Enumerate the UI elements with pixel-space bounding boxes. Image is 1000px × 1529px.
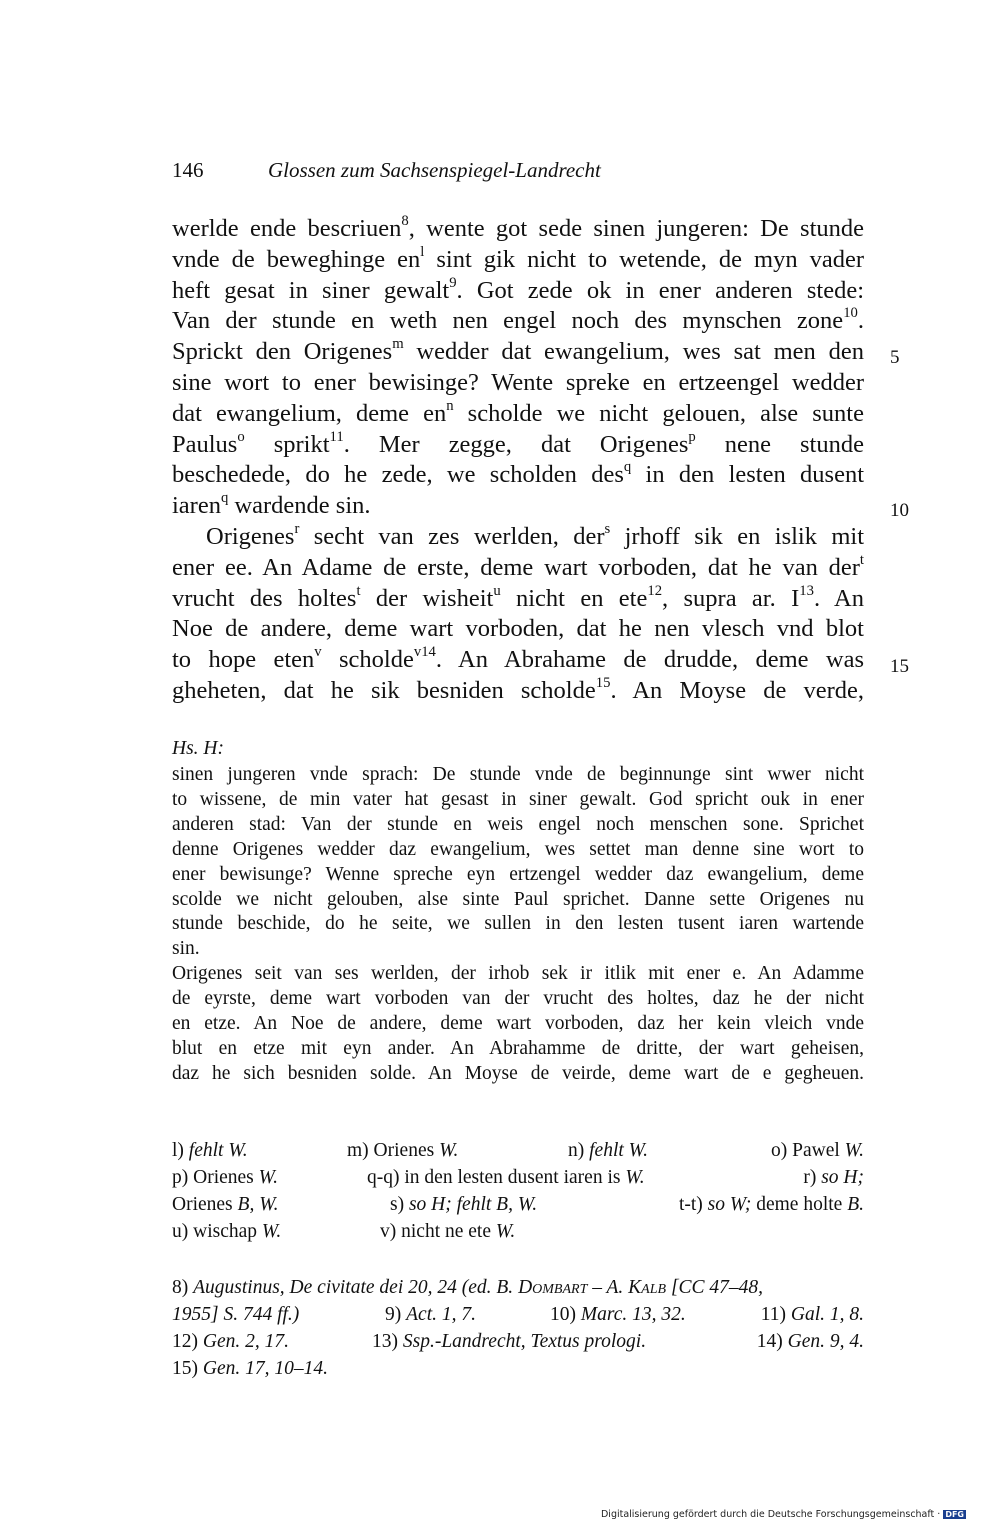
footnote-14: 14) Gen. 9, 4. [756,1331,864,1352]
variant-line: stunde beschide, do he seite, we sullen in den lesten tusent iaren wartende [172,913,864,935]
text-line-1: werlde ende bescriuen$^8$, wente got sede sinen jungeren: De stunde [172,212,865,242]
variant-line: ener bewisunge? Wenne spreche eyn ertzengel wedder daz ewangelium, deme [172,863,864,885]
line-number-15: 15 [890,656,909,677]
apparatus-ref: n [446,397,454,414]
footnote-ref: 8 [401,212,409,229]
dfg-logo-icon: DFG [945,1510,964,1519]
footnote-ref: 12 [647,582,663,599]
footnote-ref: 15 [595,674,611,691]
text-line-15: to hope eten$^v$ scholde$^{v14}$. An Abrahame de drudde, deme was [172,644,865,674]
footnote-11: 11) Gal. 1, 8. [760,1304,864,1325]
footnote-8-cont: 1955] S. 744 ff.) [172,1304,300,1325]
footnote-ref: v14 [413,644,436,661]
apparatus-ref: q [623,459,632,476]
apparatus-entry-o: o) Pawel W. [771,1140,864,1161]
apparatus-row [172,1191,864,1218]
apparatus-entry-m: m) Orienes W. [347,1140,459,1161]
apparatus-entry-l: l) fehlt W. [172,1140,248,1161]
apparatus-ref: s [604,520,611,537]
apparatus-row [172,1218,864,1245]
text-line-7: dat ewangelium, deme $en^n$ scholde we nicht gelouen, alse sunte [172,397,864,427]
main-text [172,214,864,707]
text-line-14: Noe de andere, deme wart vorboden, dat he nen vlesch vnd blot [172,615,864,643]
apparatus-ref: t [356,582,361,599]
digitization-credit [601,1509,966,1520]
text-line-4: Van der stunde en weth nen engel noch des mynschen zone$^{10}$. [172,305,864,335]
apparatus-entry-s: s) so H; fehlt B, W. [390,1194,538,1215]
text-line-3: heft gesat in siner gewalt$^9$. Got zede ok in ener anderen stede: [172,274,865,304]
footnote-row [172,1301,864,1328]
variant-line: sin. [172,938,200,960]
variant-text [172,763,864,1087]
text-line-9: beschedede, do he zede, we scholden des$^q$ in den lesten dusent [172,459,865,489]
footnote-13: 13) Ssp.-Landrecht, Textus prologi. [372,1331,647,1352]
variant-line: Origenes seit van ses werlden, der irhob sek ir itlik mit ener e. An Adamme [172,963,864,985]
text-line-16: gheheten, dat he sik besniden scholde$^{15}$. An Moyse de verde, [172,674,864,704]
apparatus-row [172,1137,864,1164]
footnote-row [172,1328,864,1355]
apparatus-ref: r [294,520,300,537]
line-number-5: 5 [890,347,900,368]
variant-line: en etze. An Noe de andere, deme wart vorboden, daz her kein vleich vnde [172,1013,864,1035]
variant-line: de eyrste, deme wart vorboden van der vrucht des holtes, daz he der nicht [172,988,864,1010]
apparatus-entry-tt: t-t) so W; deme holte B. [678,1194,864,1215]
footnote-ref: 9 [449,274,457,291]
footnote-15: 15) Gen. 17, 10–14. [172,1358,328,1379]
apparatus-entry-qq: q-q) in den lesten dusent iaren is W. [367,1167,645,1188]
credit-text: Digitalisierung gefördert durch die Deutsche Forschungsgemeinschaft · [600,1509,941,1520]
variant-line: to wissene, de min vater hat gesast in siner gewalt. God spricht ouk in ener [172,788,864,810]
footnote-ref: 10 [843,305,858,322]
apparatus-entry-u: u) wischap W. [172,1221,282,1242]
footnote-ref: 13 [799,582,814,599]
apparatus-ref: q [220,490,229,507]
footnote-9: 9) Act. 1, 7. [385,1304,476,1325]
text-line-10: iaren$^q$ wardende sin. [172,490,371,520]
text-line-13: vrucht des holtes$^t$ der wisheit$^u$ nicht en ete$^{12}$, supra ar. $I^{13}$. An [172,582,864,612]
variant-line: daz he sich besniden solde. An Moyse de veirde, deme wart de e gegheuen. [172,1062,864,1084]
running-title: Glossen zum Sachsenspiegel-Landrecht [268,158,601,182]
apparatus-ref: m [392,336,404,353]
apparatus-entry-r-cont: Orienes B, W. [172,1194,279,1215]
footnote-row [172,1274,864,1301]
critical-apparatus [172,1137,864,1245]
footnote-8: 8) Augustinus, De civitate dei 20, 24 (ed. B. Dombart – A. Kalb [CC 47–48, [172,1277,764,1298]
apparatus-row [172,1164,864,1191]
footnote-row [172,1355,864,1382]
variant-line: denne Origenes wedder daz ewangelium, wes settet man denne sine wort to [172,838,864,860]
footnote-10: 10) Marc. 13, 32. [550,1304,686,1325]
apparatus-ref: o [237,428,245,445]
variant-heading: Hs. H: [172,738,224,759]
line-number-10: 10 [890,500,909,521]
text-line-5: Sprickt den Origenes$^m$ wedder dat ewangelium, wes sat men den [172,336,864,366]
apparatus-entry-r: r) so H; [803,1167,864,1188]
apparatus-ref: p [688,428,696,445]
variant-line: sinen jungeren vnde sprach: De stunde vnde de beginnunge sint wwer nicht [172,764,864,785]
apparatus-entry-v: v) nicht ne ete W. [380,1221,516,1242]
page-number: 146 [172,158,204,182]
variant-line: blut en etze mit eyn ander. An Abrahamme de dritte, der wart geheisen, [172,1037,864,1059]
apparatus-ref: v [314,644,322,661]
apparatus-entry-n: n) fehlt W. [568,1140,648,1161]
apparatus-entry-p: p) Orienes W. [172,1167,278,1188]
apparatus-ref: l [420,243,425,260]
text-line-2: vnde de beweghinge $en^l$ sint gik nicht to wetende, de myn vader [172,243,864,273]
text-line-11: Origenes$^r$ secht van zes werlden, der$^s$ jrhoff sik en islik mit [206,520,865,550]
footnote-ref: 11 [329,428,344,445]
text-line-8: Paulus$^o$ sprikt$^{11}$. Mer zegge, dat Origenes$^p$ nene stunde [172,428,864,458]
text-line-6: sine wort to ener bewisinge? Wente spreke en ertzeengel wedder [172,368,864,396]
variant-line: scolde we nicht gelouben, alse sinte Paul sprichet. Danne sette Origenes nu [172,888,864,910]
footnotes [172,1274,864,1382]
variant-line: anderen stad: Van der stunde en weis engel noch menschen sone. Sprichet [172,813,864,835]
apparatus-ref: u [493,582,501,599]
text-line-12: ener ee. An Adame de erste, deme wart vorboden, dat he van der$^t$ [172,551,864,581]
apparatus-ref: t [859,551,864,568]
footnote-12: 12) Gen. 2, 17. [172,1331,289,1352]
